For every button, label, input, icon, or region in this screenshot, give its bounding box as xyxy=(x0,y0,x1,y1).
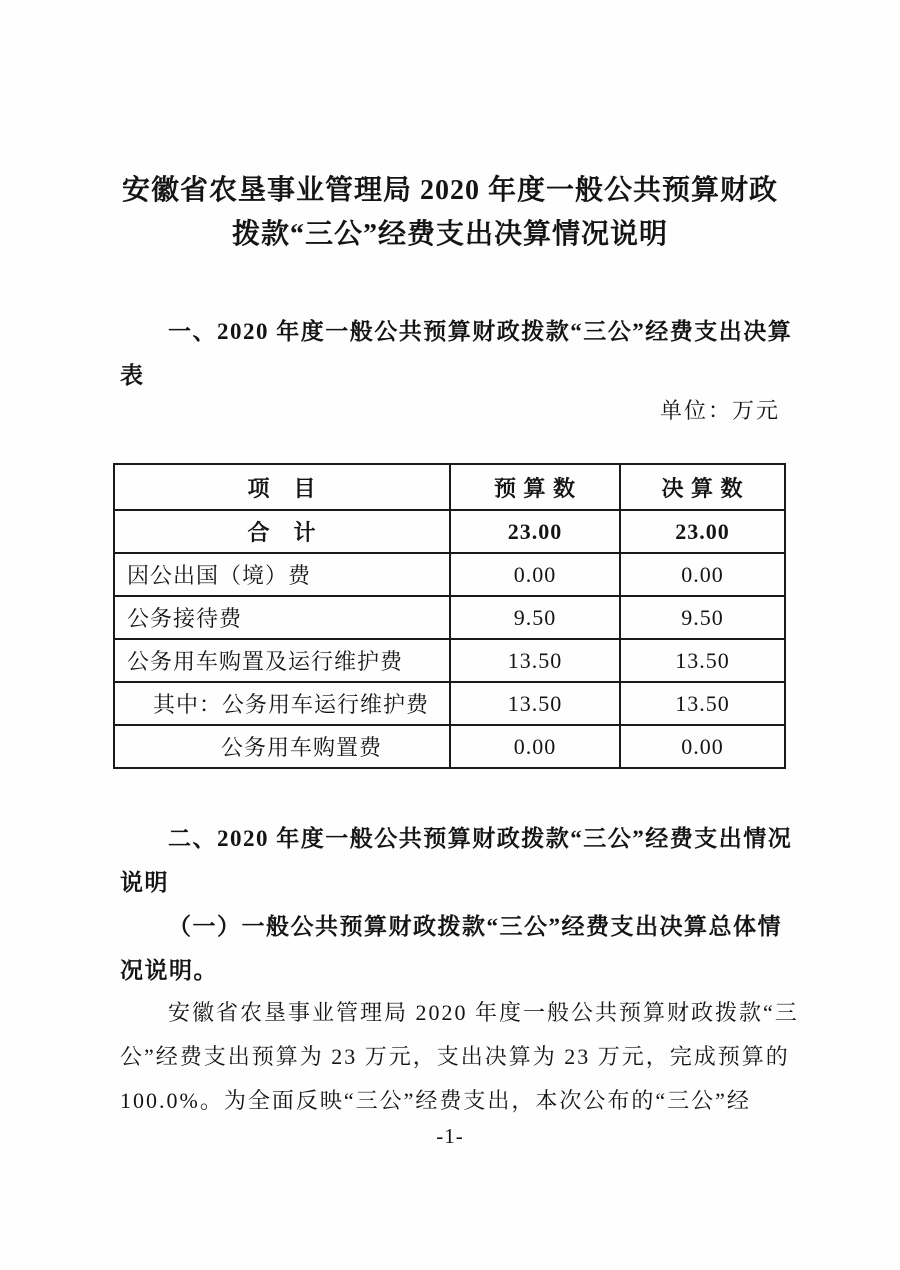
table-row-reception xyxy=(114,596,785,639)
row-reception-final: 9.50 xyxy=(620,596,785,639)
table-row-vehicle-purchase xyxy=(114,725,785,768)
section1-heading-line1: 一、2020 年度一般公共预算财政拨款“三公”经费支出决算 xyxy=(168,319,793,344)
section1-heading-line2: 表 xyxy=(120,363,145,388)
row-total-label: 合 计 xyxy=(114,510,450,553)
row-vehicle-total-budget: 13.50 xyxy=(450,639,620,682)
row-vehicle-purchase-budget: 0.00 xyxy=(450,725,620,768)
three-public-expense-table xyxy=(113,463,786,769)
row-abroad-budget: 0.00 xyxy=(450,553,620,596)
row-vehicle-operation-label: 其中：公务用车运行维护费 xyxy=(114,682,450,725)
row-abroad-final: 0.00 xyxy=(620,553,785,596)
table-header-row xyxy=(114,464,785,510)
paragraph-line1: 安徽省农垦事业管理局 2020 年度一般公共预算财政拨款“三 xyxy=(168,1000,799,1025)
subsection1-heading-line1: （一）一般公共预算财政拨款“三公”经费支出决算总体情 xyxy=(168,914,782,939)
table-row-vehicle-total xyxy=(114,639,785,682)
table-header-item: 项 目 xyxy=(114,464,450,510)
unit-note: 单位：万元 xyxy=(660,398,781,423)
table-row-abroad xyxy=(114,553,785,596)
document-title-line2: 拨款“三公”经费支出决算情况说明 xyxy=(231,219,668,250)
row-vehicle-purchase-label: 公务用车购置费 xyxy=(114,725,450,768)
page-number: -1- xyxy=(436,1124,464,1148)
section2-heading-line1: 二、2020 年度一般公共预算财政拨款“三公”经费支出情况 xyxy=(168,826,793,851)
subsection1-heading-line2: 况说明。 xyxy=(120,958,218,983)
table-header-final: 决 算 数 xyxy=(620,464,785,510)
paragraph-line3: 100.0%。为全面反映“三公”经费支出，本次公布的“三公”经 xyxy=(120,1088,751,1113)
row-reception-budget: 9.50 xyxy=(450,596,620,639)
row-reception-label: 公务接待费 xyxy=(114,596,450,639)
row-vehicle-purchase-final: 0.00 xyxy=(620,725,785,768)
row-vehicle-operation-final: 13.50 xyxy=(620,682,785,725)
row-vehicle-total-final: 13.50 xyxy=(620,639,785,682)
row-total-budget: 23.00 xyxy=(450,510,620,553)
row-vehicle-total-label: 公务用车购置及运行维护费 xyxy=(114,639,450,682)
document-title-line1: 安徽省农垦事业管理局 2020 年度一般公共预算财政 xyxy=(121,175,778,206)
section2-heading-line2: 说明 xyxy=(120,870,169,895)
table-header-budget: 预 算 数 xyxy=(450,464,620,510)
row-total-final: 23.00 xyxy=(620,510,785,553)
row-vehicle-operation-budget: 13.50 xyxy=(450,682,620,725)
table-row-vehicle-operation xyxy=(114,682,785,725)
paragraph-line2: 公”经费支出预算为 23 万元，支出决算为 23 万元，完成预算的 xyxy=(120,1044,790,1069)
table-row-total xyxy=(114,510,785,553)
row-abroad-label: 因公出国（境）费 xyxy=(114,553,450,596)
